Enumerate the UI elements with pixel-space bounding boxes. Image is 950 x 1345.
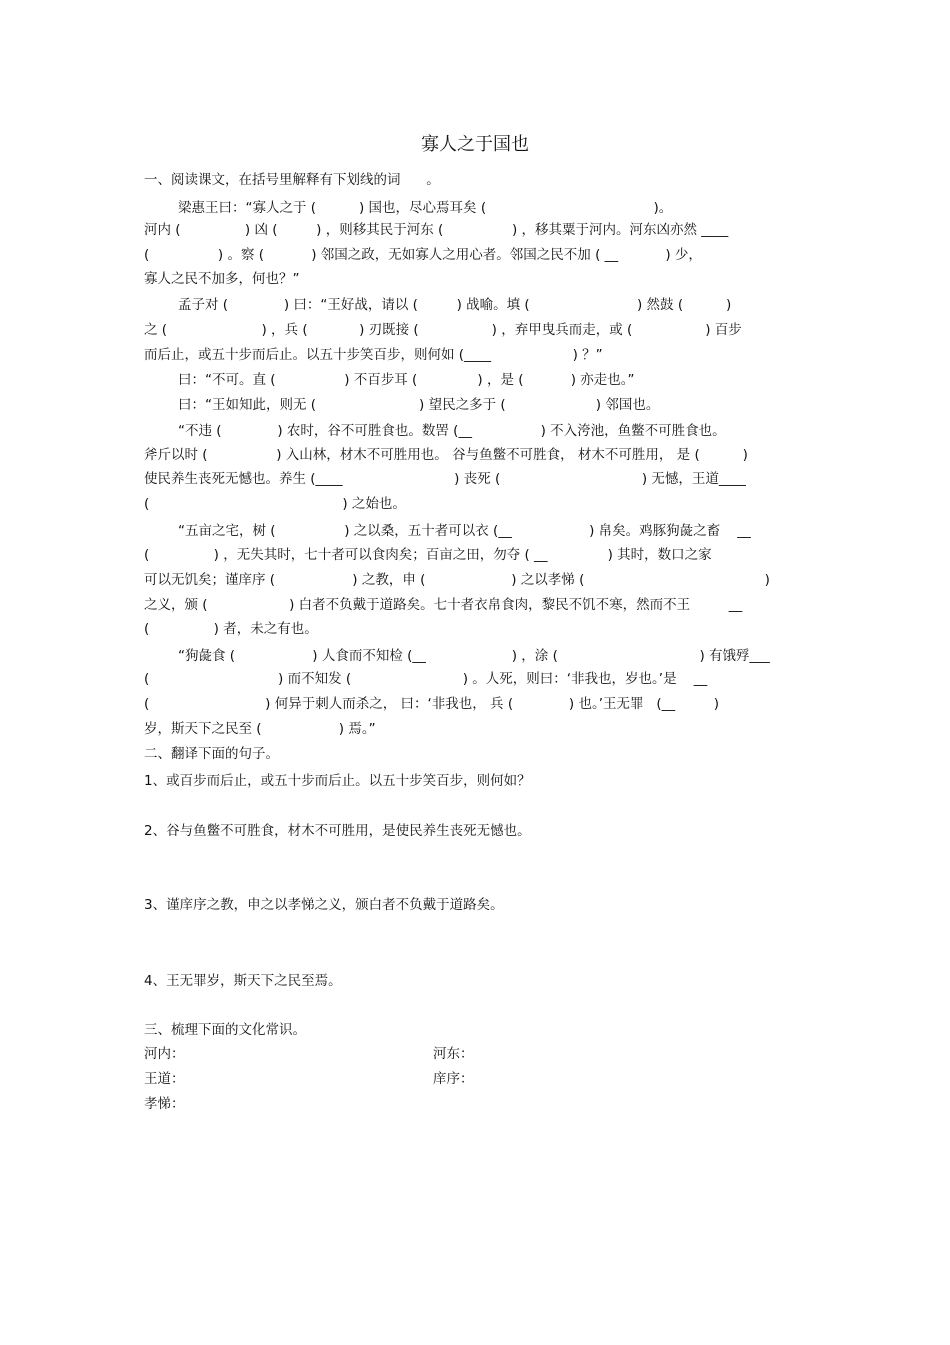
section2-heading: 二、翻译下面的句子。 <box>144 746 279 762</box>
passage-line: 而后止，或五十步而后止。以五十步笑百步，则何如 (____ ) ？” <box>144 347 603 363</box>
passage-line: 之义，颁 ( ) 白者不负戴于道路矣。七十者衣帛食肉，黎民不饥不寒，然而不王 __ <box>144 597 743 613</box>
passage-line: 斧斤以时 ( ) 入山林，材木不可胜用也。 谷与鱼鳖不可胜食， 材木不可胜用， 是 ( ) <box>144 447 748 463</box>
term-hedong: 河东： <box>433 1046 474 1062</box>
term-xiaoti: 孝悌： <box>144 1096 185 1112</box>
passage-line: ( ) ，无失其时，七十者可以食肉矣；百亩之田，勿夺 ( __ ) 其时，数口之家 <box>144 547 712 563</box>
passage-line: ( ) 者，未之有也。 <box>144 621 318 637</box>
passage-line: 岁，斯天下之民至 ( ) 焉。” <box>144 721 376 737</box>
section3-heading: 三、梳理下面的文化常识。 <box>144 1022 306 1038</box>
passage-line: 孟子对 ( ) 曰：“王好战，请以 ( ) 战喻。填 ( ) 然鼓 ( ) <box>178 297 732 313</box>
passage-line: 使民养生丧死无憾也。养生 (____ ) 丧死 ( ) 无憾，王道____ <box>144 471 746 487</box>
passage-line: 可以无饥矣；谨庠序 ( ) 之教，申 ( ) 之以孝悌 ( ) <box>144 572 770 588</box>
term-henei: 河内： <box>144 1046 185 1062</box>
passage-line: 曰：“不可。直 ( ) 不百步耳 ( ) ，是 ( ) 亦走也。” <box>178 372 635 388</box>
passage-line: “不违 ( ) 农时，谷不可胜食也。数罟 (__ ) 不入洿池，鱼鳖不可胜食也。 <box>178 423 726 439</box>
passage-line: “五亩之宅，树 ( ) 之以桑，五十者可以衣 (__ ) 帛矣。鸡豚狗彘之畜 __ <box>178 523 751 539</box>
passage-line: ( ) 。察 ( ) 邻国之政，无如寡人之用心者。邻国之民不加 ( __ ) 少， <box>144 247 702 263</box>
passage-line: 寡人之民不加多，何也？” <box>144 271 300 287</box>
term-xiangxu: 庠序： <box>433 1071 474 1087</box>
passage-line: ( ) 何异于刺人而杀之， 曰：‘非我也， 兵 ( ) 也。’王无罪 (__ ) <box>144 696 720 712</box>
translation-item: 2、谷与鱼鳖不可胜食，材木不可胜用，是使民养生丧死无憾也。 <box>144 823 531 839</box>
page-title: 寡人之于国也 <box>421 134 529 155</box>
translation-item: 4、王无罪岁，斯天下之民至焉。 <box>144 973 342 989</box>
passage-line: 梁惠王曰：“寡人之于 ( ) 国也，尽心焉耳矣 ( )。 <box>178 200 673 216</box>
passage-line: 之 ( ) ，兵 ( ) 刃既接 ( ) ，弃甲曳兵而走，或 ( ) 百步 <box>144 322 742 338</box>
passage-line: ( ) 之始也。 <box>144 496 406 512</box>
translation-item: 1、或百步而后止，或五十步而后止。以五十步笑百步，则何如？ <box>144 773 531 789</box>
passage-line: ( ) 而不知发 ( ) 。人死，则曰：‘非我也，岁也。’是 __ <box>144 671 708 687</box>
passage-line: “狗彘食 ( ) 人食而不知检 (__ ) ，涂 ( ) 有饿殍___ <box>178 648 770 664</box>
section1-heading: 一、阅读课文，在括号里解释有下划线的词 。 <box>144 172 440 188</box>
passage-line: 曰：“王如知此，则无 ( ) 望民之多于 ( ) 邻国也。 <box>178 397 660 413</box>
passage-line: 河内 ( ) 凶 ( ) ，则移其民于河东 ( ) ，移其粟于河内。河东凶亦然 ____ <box>144 222 729 238</box>
translation-item: 3、谨庠序之教，申之以孝悌之义，颁白者不负戴于道路矣。 <box>144 897 504 913</box>
term-wangdao: 王道： <box>144 1071 185 1087</box>
